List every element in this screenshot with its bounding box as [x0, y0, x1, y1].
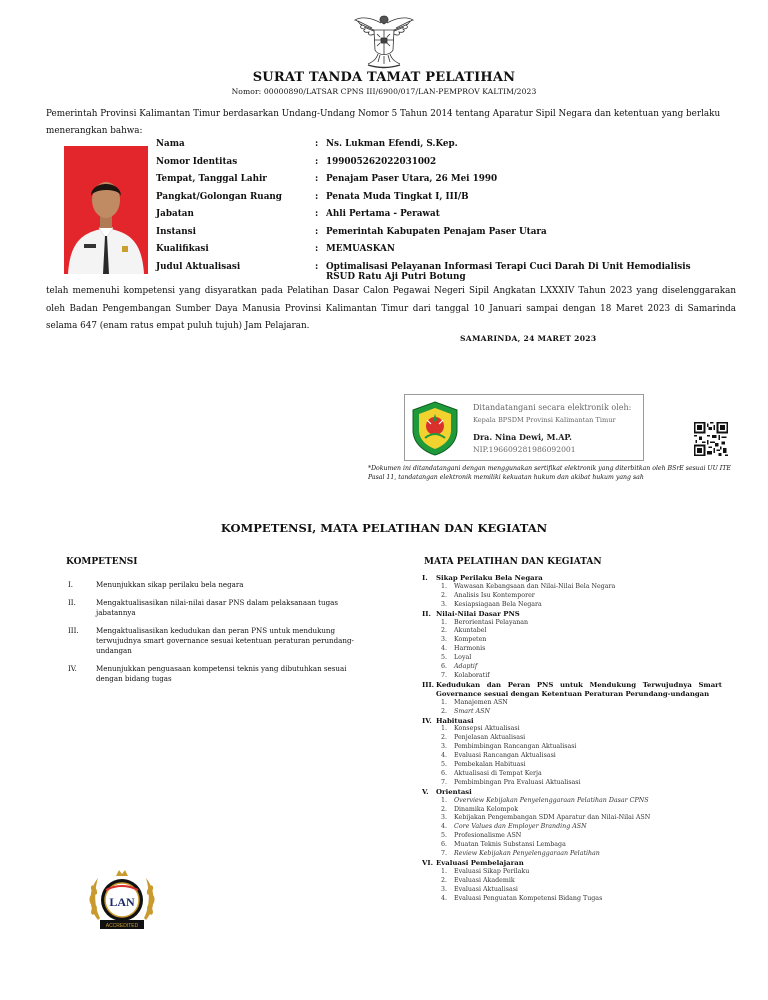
item-text: Harmonis	[454, 645, 486, 653]
item-number: 5.	[441, 761, 448, 769]
item-number: 4.	[441, 894, 448, 902]
item-text: Berorientasi Pelayanan	[454, 618, 529, 626]
info-label: Tempat, Tanggal Lahir	[156, 174, 267, 184]
info-colon: :	[315, 174, 319, 184]
mata-pelatihan-item	[436, 779, 722, 788]
lan-accredited-logo	[86, 868, 158, 938]
item-text: Kesiapsiagaan Bela Negara	[454, 600, 542, 608]
item-text: Konsepsi Aktualisasi	[454, 725, 520, 733]
mata-pelatihan-section	[422, 717, 722, 788]
item-number: 7.	[441, 778, 448, 786]
info-row-nama	[156, 139, 716, 157]
info-colon: :	[315, 244, 319, 254]
mata-pelatihan-item	[436, 619, 722, 628]
info-label: Kualifikasi	[156, 244, 209, 254]
kompetensi-number: III.	[68, 626, 79, 635]
mata-pelatihan-item	[436, 627, 722, 636]
item-text: Muatan Teknis Substansi Lembaga	[454, 841, 566, 849]
item-text: Wawasan Kebangsaan dan Nilai-Nilai Bela Negara	[454, 582, 616, 590]
info-colon: :	[315, 261, 319, 272]
info-row-jabatan	[156, 209, 716, 227]
item-text: Evaluasi Penguatan Kompetensi Bidang Tugas	[454, 894, 603, 902]
mata-pelatihan-item	[436, 743, 722, 752]
electronic-signature-box	[404, 394, 644, 461]
kaltim-province-logo	[411, 400, 459, 456]
item-text: Core Values dan Employer Branding ASN	[454, 823, 587, 831]
section-number: V.	[422, 787, 429, 796]
mata-pelatihan-item	[436, 770, 722, 779]
item-number: 2.	[441, 876, 448, 884]
item-number: 1.	[441, 698, 448, 706]
mata-pelatihan-item	[436, 886, 722, 895]
section-title-text: Nilai-Nilai Dasar PNS	[436, 609, 520, 618]
item-number: 1.	[441, 618, 448, 626]
mata-pelatihan-item	[436, 841, 722, 850]
item-number: 2.	[441, 707, 448, 715]
item-number: 6.	[441, 841, 448, 849]
item-text: Profesionalisme ASN	[454, 832, 522, 840]
item-text: Evaluasi Rancangan Aktualisasi	[454, 752, 556, 760]
item-number: 1.	[441, 867, 448, 875]
item-text: Aktualisasi di Tempat Kerja	[454, 769, 542, 777]
kompetensi-list	[66, 580, 366, 684]
item-text: Adaptif	[454, 663, 478, 671]
mata-pelatihan-item	[436, 583, 722, 592]
item-number: 1.	[441, 582, 448, 590]
item-text: Penjelasan Aktualisasi	[454, 734, 526, 742]
mata-pelatihan-item	[436, 601, 722, 610]
lan-logo-text: LAN	[109, 895, 135, 909]
mata-pelatihan-item	[436, 761, 722, 770]
kompetensi-text: Mengaktualisasikan nilai-nilai dasar PNS dalam pelaksanaan tugas jabatannya	[96, 598, 338, 617]
section-title-text: Habituasi	[436, 716, 474, 725]
kompetensi-heading: KOMPETENSI	[66, 557, 138, 567]
item-number: 3.	[441, 743, 448, 751]
item-number: 3.	[441, 600, 448, 608]
participant-photo	[64, 146, 148, 274]
kompetensi-number: IV.	[68, 664, 77, 673]
completion-statement: telah memenuhi kompetensi yang disyaratkan pada Pelatihan Dasar Calon Pegawai Negeri Sipil Angkatan LXXXIV Tahun 2023 yang diselenggarakan oleh Badan Pengembangan Sumber Daya Manusia Provinsi Kalimantan Timur dari tanggal 10 Januari sampai dengan 18 Maret 2023 di Samarinda selama 647 (enam ratus empat puluh tujuh) Jam Pelajaran.	[46, 286, 736, 331]
mata-pelatihan-item	[436, 663, 722, 672]
info-value: Ns. Lukman Efendi, S.Kep.	[326, 139, 458, 149]
item-number: 3.	[441, 885, 448, 893]
info-colon: :	[315, 139, 319, 149]
signer-nip: NIP.196609281986092001	[473, 445, 576, 454]
item-number: 4.	[441, 752, 448, 760]
item-text: Pembekalan Habituasi	[454, 761, 526, 769]
item-number: 2.	[441, 734, 448, 742]
info-row-ttl	[156, 174, 716, 192]
item-text: Smart ASN	[454, 707, 490, 715]
section-number: II.	[422, 609, 431, 618]
mata-pelatihan-item	[436, 636, 722, 645]
mata-pelatihan-item	[436, 708, 722, 717]
mata-pelatihan-item	[436, 592, 722, 601]
kompetensi-item	[66, 598, 366, 618]
mata-pelatihan-section	[422, 681, 722, 717]
lan-logo-subtext: ACCREDITED	[105, 923, 139, 929]
info-label: Instansi	[156, 226, 196, 237]
qr-code-icon	[694, 422, 728, 456]
section-title-text: Kedudukan dan Peran PNS untuk Mendukung Terwujudnya Smart Governance sesuai dengan Ketentuan Peraturan Perundang-undangan	[436, 680, 722, 698]
section-title-text: Orientasi	[436, 787, 472, 796]
mata-pelatihan-section	[422, 859, 722, 904]
intro-paragraph: Pemerintah Provinsi Kalimantan Timur berdasarkan Undang-Undang Nomor 5 Tahun 2014 tentang Aparatur Sipil Negara dan ketentuan yang berlaku menerangkan bahwa:	[46, 109, 721, 136]
kompetensi-number: II.	[68, 598, 76, 607]
mata-pelatihan-item	[436, 868, 722, 877]
mata-pelatihan-section	[422, 610, 722, 681]
info-row-judul-aktualisasi	[156, 262, 716, 280]
item-number: 4.	[441, 823, 448, 831]
document-title: SURAT TANDA TAMAT PELATIHAN	[252, 70, 516, 85]
item-number: 7.	[441, 671, 448, 679]
signed-electronically-label: Ditandatangani secara elektronik oleh:	[473, 403, 632, 412]
participant-info	[156, 139, 716, 282]
info-row-nomor-identitas	[156, 157, 716, 175]
place-date: SAMARINDA, 24 MARET 2023	[460, 334, 597, 343]
mata-pelatihan-item	[436, 797, 722, 806]
info-colon: :	[315, 209, 319, 219]
mata-pelatihan-item	[436, 654, 722, 663]
mata-pelatihan-item	[436, 895, 722, 904]
info-colon: :	[315, 226, 319, 237]
mata-pelatihan-item	[436, 734, 722, 743]
item-text: Dinamika Kelompok	[454, 805, 519, 813]
item-text: Pembimbingan Rancangan Aktualisasi	[454, 743, 577, 751]
section-number: I.	[422, 574, 428, 582]
item-number: 6.	[441, 663, 448, 671]
info-value: MEMUASKAN	[326, 244, 395, 254]
item-number: 6.	[441, 769, 448, 777]
kompetensi-item	[66, 580, 366, 590]
mata-pelatihan-section	[422, 574, 722, 610]
kompetensi-text: Mengaktualisasikan kedudukan dan peran PNS untuk mendukung terwujudnya smart governance sesuai ketentuan peraturan perundang-undangan	[96, 626, 354, 655]
esign-disclaimer: *Dokumen ini ditandatangani dengan menggunakan sertifikat elektronik yang diterbitkan oleh BSrE sesuai UU ITE Pasal 11, tandatangan elektronik memiliki kekuatan hukum dan akibat hukum yang sah	[368, 465, 731, 481]
info-label: Nomor Identitas	[156, 156, 238, 167]
mata-pelatihan-item	[436, 672, 722, 681]
item-number: 5.	[441, 832, 448, 840]
item-number: 5.	[441, 654, 448, 662]
info-value: Penajam Paser Utara, 26 Mei 1990	[326, 174, 498, 184]
item-number: 2.	[441, 627, 448, 635]
mata-pelatihan-item	[436, 645, 722, 654]
item-text: Kolaboratif	[454, 671, 490, 679]
info-row-kualifikasi	[156, 244, 716, 262]
info-value: 199005262022031002	[326, 156, 437, 167]
info-value: Ahli Pertama - Perawat	[326, 209, 440, 219]
signer-role: Kepala BPSDM Provinsi Kalimantan Timur	[473, 416, 616, 424]
section-title-text: Evaluasi Pembelajaran	[436, 859, 524, 867]
kompetensi-text: Menunjukkan sikap perilaku bela negara	[96, 580, 244, 589]
info-value: Penata Muda Tingkat I, III/B	[326, 191, 469, 202]
kompetensi-item	[66, 626, 366, 656]
item-text: Evaluasi Sikap Perilaku	[454, 867, 530, 875]
info-label: Nama	[156, 139, 185, 149]
kompetensi-item	[66, 664, 366, 684]
item-number: 3.	[441, 814, 448, 822]
info-colon: :	[315, 191, 319, 202]
mata-pelatihan-heading: MATA PELATIHAN DAN KEGIATAN	[424, 557, 602, 567]
info-label: Judul Aktualisasi	[156, 261, 241, 272]
item-text: Analisis Isu Kontemporer	[454, 591, 535, 599]
kompetensi-text: Menunjukkan penguasaan kompetensi teknis yang dibutuhkan sesuai dengan bidang tugas	[96, 664, 347, 683]
section-title: KOMPETENSI, MATA PELATIHAN DAN KEGIATAN	[220, 521, 548, 535]
item-number: 7.	[441, 850, 448, 858]
item-number: 3.	[441, 636, 448, 644]
signer-name: Dra. Nina Dewi, M.AP.	[473, 432, 572, 442]
item-text: Review Kebijakan Penyelenggaraan Pelatihan	[454, 850, 600, 858]
item-text: Pembimbingan Pra Evaluasi Aktualisasi	[454, 778, 581, 786]
item-text: Manajemen ASN	[454, 698, 508, 706]
mata-pelatihan-item	[436, 850, 722, 859]
document-number: Nomor: 00000890/LATSAR CPNS III/6900/017/LAN-PEMPROV KALTIM/2023	[231, 87, 537, 96]
mata-pelatihan-item	[436, 752, 722, 761]
info-row-instansi	[156, 227, 716, 245]
info-label: Pangkat/Golongan Ruang	[156, 191, 282, 202]
section-title-text: Sikap Perilaku Bela Negara	[436, 574, 543, 582]
item-text: Evaluasi Akademik	[454, 876, 515, 884]
item-text: Akuntabel	[454, 627, 487, 635]
mata-pelatihan-item	[436, 823, 722, 832]
item-text: Evaluasi Aktualisasi	[454, 885, 518, 893]
item-number: 1.	[441, 796, 448, 804]
mata-pelatihan-item	[436, 814, 722, 823]
item-text: Kompeten	[454, 636, 487, 644]
kompetensi-number: I.	[68, 580, 74, 589]
section-number: IV.	[422, 716, 432, 725]
mata-pelatihan-item	[436, 725, 722, 734]
info-label: Jabatan	[156, 209, 194, 219]
item-text: Loyal	[454, 654, 472, 662]
mata-pelatihan-item	[436, 832, 722, 841]
info-value: Optimalisasi Pelayanan Informasi Terapi Cuci Darah Di Unit Hemodialisis RSUD Ratu Aji Putri Botung	[326, 261, 691, 282]
item-text: Kebijakan Pengembangan SDM Aparatur dan Nilai-Nilai ASN	[454, 814, 651, 822]
info-value: Pemerintah Kabupaten Penajam Paser Utara	[326, 226, 547, 237]
item-number: 2.	[441, 591, 448, 599]
item-number: 4.	[441, 645, 448, 653]
info-colon: :	[315, 156, 319, 167]
info-row-pangkat	[156, 192, 716, 210]
garuda-emblem-icon	[352, 10, 416, 72]
mata-pelatihan-list	[422, 574, 722, 904]
mata-pelatihan-item	[436, 877, 722, 886]
item-number: 1.	[441, 725, 448, 733]
item-text: Overview Kebijakan Penyelenggaraan Pelatihan Dasar CPNS	[454, 796, 649, 804]
item-number: 2.	[441, 805, 448, 813]
mata-pelatihan-section	[422, 788, 722, 859]
section-number: III.	[422, 680, 435, 689]
section-number: VI.	[422, 859, 433, 867]
mata-pelatihan-item	[436, 806, 722, 815]
mata-pelatihan-item	[436, 699, 722, 708]
